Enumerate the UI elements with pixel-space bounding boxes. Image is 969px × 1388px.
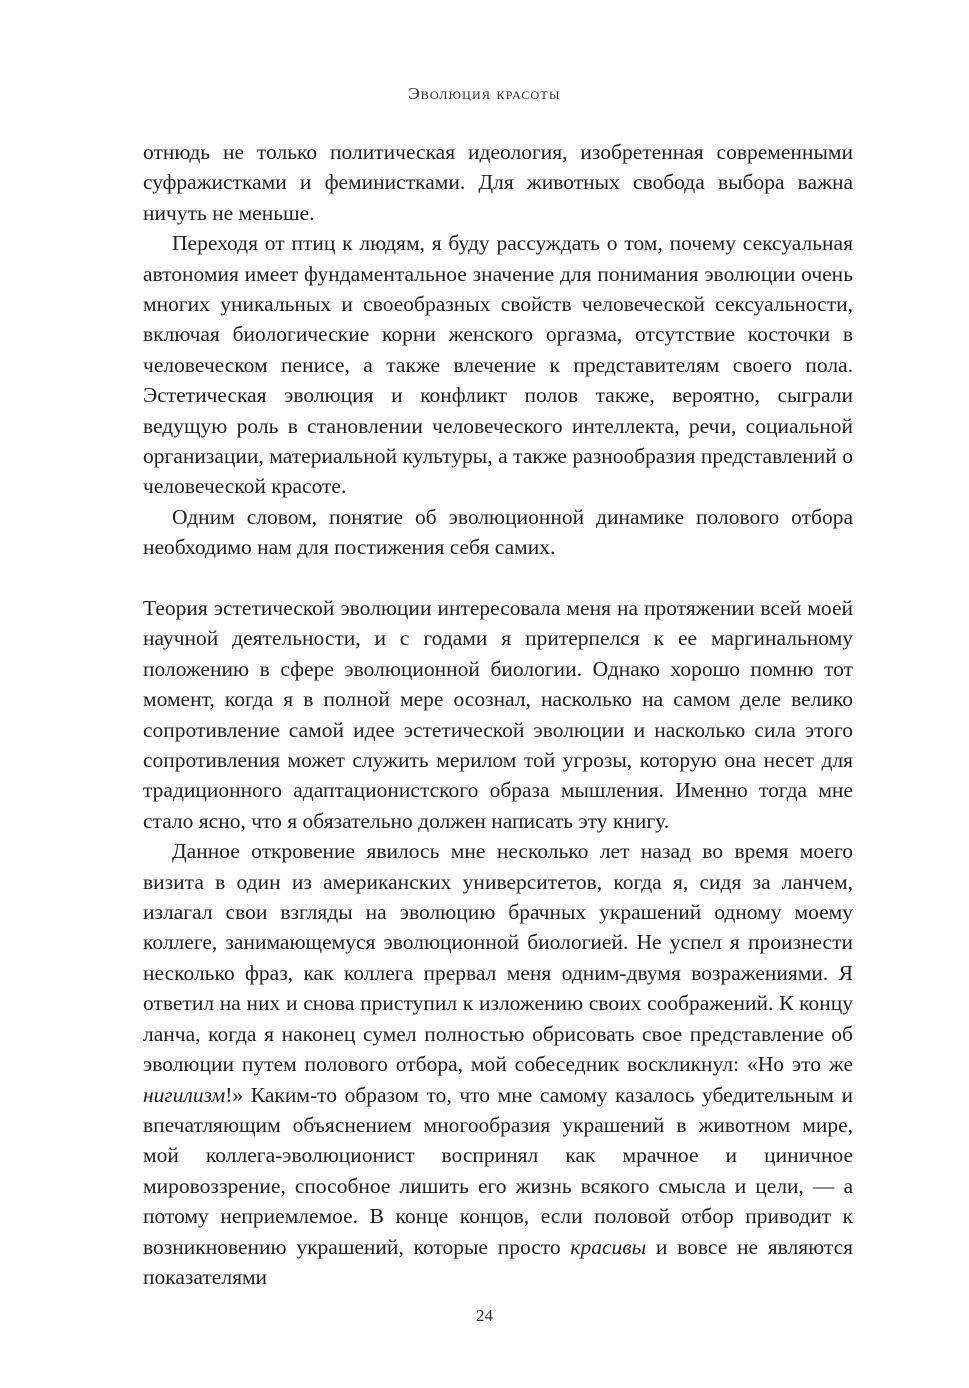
paragraph-text: и вовсе не являются показателями bbox=[143, 1234, 853, 1289]
paragraph-continuation: отнюдь не только политическая идеология, изобретенная современными суфражистками и феминистками. Для животных свобода выбора важна ничуть не меньше. bbox=[143, 140, 853, 225]
paragraph-text: Данное откровение явилось мне несколько лет назад во время моего визита в один из американских университетов, когда я, сидя за ланчем, излагал свои взгляды на эволюцию брачных украшений одному моему коллеге, занимающемуся эволюционной биологией. Не успел я произнести несколько фраз, как коллега прервал меня одним-двумя возражениями. Я ответил на них и снова приступил к изложению своих соображений. К концу ланча, когда я наконец сумел полностью обрисовать свое представление об эволюции путем полового отбора, мой собеседник воскликнул: «Но это же bbox=[143, 839, 853, 1077]
italic-emphasis: нигилизм bbox=[143, 1082, 226, 1107]
paragraph: Переходя от птиц к людям, я буду рассуждать о том, почему сексуальная автономия имеет фундаментальное значение для понимания эволюции очень многих уникальных и своеобразных свойств человеческой сексуальности, включая биологические корни женского оргазма, отсутствие косточки в человеческом пенисе, а также влечение к представителям своего пола. Эстетическая эволюция и конфликт полов также, вероятно, сыграли ведущую роль в становлении человеческого интеллекта, речи, социальной организации, материальной культуры, а также разнообразия представлений о человеческой красоте. bbox=[143, 231, 853, 499]
paragraph bbox=[143, 836, 853, 1292]
running-head: Эволюция красоты bbox=[408, 84, 561, 103]
text-section-1 bbox=[143, 137, 853, 563]
italic-emphasis: красивы bbox=[570, 1234, 647, 1259]
page-number: 24 bbox=[476, 1306, 493, 1325]
text-section-2 bbox=[143, 593, 853, 1292]
paragraph-text: !» Каким-то образом то, что мне самому казалось убедительным и впечатляющим объяснением многообразия украшений в животном мире, мой коллега-эволюционист воспринял как мрачное и циничное мировоззрение, способное лишить его жизнь всякого смысла и цели, — а потому неприемлемое. В конце концов, если половой отбор приводит к возникновению украшений, которые просто bbox=[143, 1082, 853, 1259]
paragraph-section-start: Теория эстетической эволюции интересовала меня на протяжении всей моей научной деятельности, и с годами я притерпелся к ее маргинальному положению в сфере эволюционной биологии. Однако хорошо помню тот момент, когда я в полной мере осознал, насколько на самом деле велико сопротивление самой идее эстетической эволюции и насколько сила этого сопротивления может служить мерилом той угрозы, которую она несет для традиционного адаптационистского образа мышления. Именно тогда мне стало ясно, что я обязательно должен написать эту книгу. bbox=[143, 596, 853, 833]
paragraph: Одним словом, понятие об эволюционной динамике полового отбора необходимо нам для постижения себя самих. bbox=[143, 504, 853, 560]
